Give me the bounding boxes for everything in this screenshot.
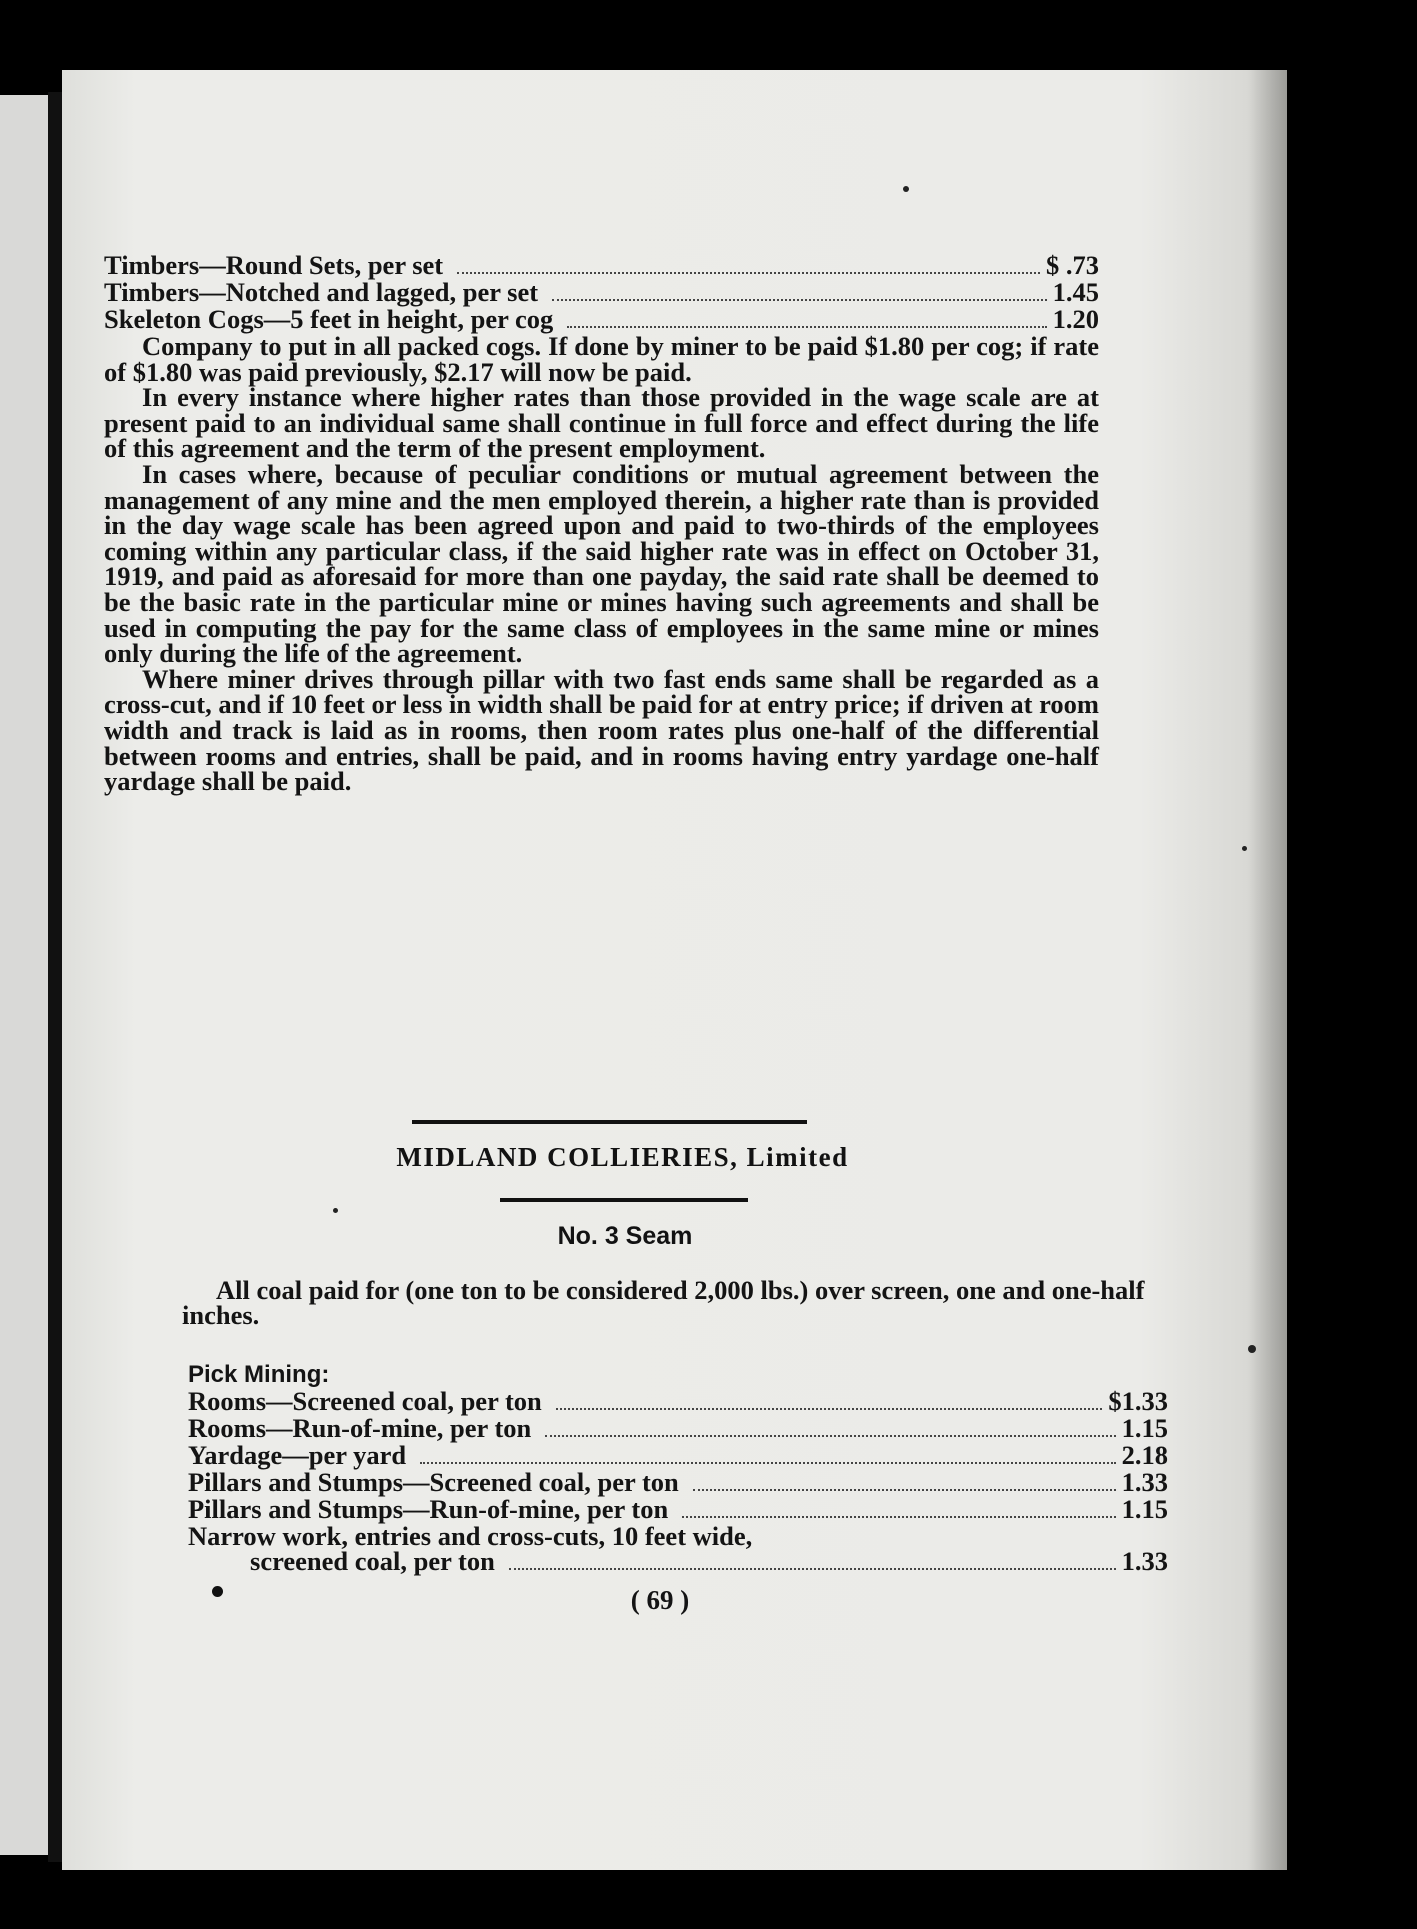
rate-row	[188, 1440, 1168, 1470]
price-row	[104, 304, 1099, 334]
rate-row-value: 1.15	[1121, 1494, 1168, 1524]
section-divider	[412, 1120, 807, 1124]
paragraph-higher-rates: In every instance where higher rates than those provided in the wage scale are at present paid to an individual same shall continue in full force and effect during the life of this agreement and the term of the present employment.	[104, 382, 1099, 464]
price-row-value: 1.45	[1052, 277, 1099, 307]
dot-leader	[693, 1489, 1116, 1491]
subsection-divider	[500, 1198, 748, 1202]
page-edge-shadow	[1247, 70, 1287, 1870]
seam-heading: No. 3 Seam	[557, 1222, 693, 1250]
rate-row-value: 2.18	[1121, 1440, 1168, 1470]
company-heading: MIDLAND COLLIERIES, Limited	[396, 1142, 849, 1172]
price-row	[104, 277, 1099, 307]
rate-row-label: Rooms—Run-of-mine, per ton	[188, 1413, 532, 1443]
scan-speck	[1242, 846, 1247, 851]
wage-rates-text-block	[104, 250, 1099, 797]
scan-speck	[903, 186, 909, 192]
rate-row	[188, 1386, 1168, 1416]
price-row-value: 1.20	[1052, 304, 1099, 334]
pick-mining-table	[188, 1362, 1168, 1576]
dot-leader	[420, 1462, 1116, 1464]
rate-row-label: Pillars and Stumps—Screened coal, per ton	[188, 1467, 679, 1497]
scan-speck	[1248, 1345, 1256, 1353]
rate-row-label: Rooms—Screened coal, per ton	[188, 1386, 542, 1416]
printer-mark	[212, 1586, 223, 1597]
rate-row-label: Yardage—per yard	[188, 1440, 407, 1470]
intro-text-block	[182, 1275, 1168, 1330]
price-row-label: Timbers—Round Sets, per set	[104, 250, 444, 280]
rate-row	[188, 1467, 1168, 1497]
price-row	[104, 250, 1099, 280]
dot-leader	[457, 272, 1040, 274]
scan-speck	[333, 1208, 338, 1213]
rate-row-value: 1.33	[1121, 1467, 1168, 1497]
paragraph-peculiar-conditions: In cases where, because of peculiar conditions or mutual agreement between the management of any mine and the men employed therein, a higher rate than is provided in the day wage scale has been agreed upon and paid to two-thirds of the employees coming within any particular class, if the said higher rate was in effect on October 31, 1919, and paid as aforesaid for more than one payday, the said rate shall be deemed to be the basic rate in the particular mine or mines having such agreements and shall be used in computing the pay for the same class of employees in the same mine or mines only during the life of the agreement.	[104, 458, 1099, 669]
price-row-value: $ .73	[1046, 250, 1099, 280]
price-row-label: Skeleton Cogs—5 feet in height, per cog	[104, 304, 554, 334]
dot-leader	[545, 1435, 1115, 1437]
intro-paragraph: All coal paid for (one ton to be considered 2,000 lbs.) over screen, one and one-half inches.	[182, 1275, 1145, 1330]
paragraph-packed-cogs: Company to put in all packed cogs. If done by miner to be paid $1.80 per cog; if rate of $1.80 was paid previously, $2.17 will now be paid.	[104, 331, 1099, 387]
paragraph-pillar-drives: Where miner drives through pillar with two fast ends same shall be regarded as a cross-cut, and if 10 feet or less in width shall be paid for at entry price; if driven at room width and track is laid as in rooms, then room rates plus one-half of the differential between rooms and entries, shall be paid, and in rooms having entry yardage one-half yardage shall be paid.	[104, 663, 1099, 797]
price-row-label: Timbers—Notched and lagged, per set	[104, 277, 539, 307]
rate-row-value: 1.33	[1121, 1546, 1168, 1576]
narrow-work-label-line1: Narrow work, entries and cross-cuts, 10 feet wide,	[188, 1521, 753, 1551]
rate-row-label: screened coal, per ton	[250, 1546, 495, 1576]
book-binding-gutter	[48, 92, 62, 1862]
rate-row-value: 1.15	[1121, 1413, 1168, 1443]
rate-row-label: Pillars and Stumps—Run-of-mine, per ton	[188, 1494, 669, 1524]
pick-mining-heading: Pick Mining:	[188, 1361, 330, 1388]
dot-leader	[682, 1516, 1115, 1518]
dot-leader	[552, 299, 1047, 301]
page-number: ( 69 )	[630, 1585, 690, 1615]
rate-row-value: $1.33	[1108, 1386, 1168, 1416]
facing-page-edge	[0, 95, 48, 1855]
rate-row	[188, 1546, 1168, 1576]
rate-row	[188, 1494, 1168, 1524]
dot-leader	[567, 326, 1046, 328]
dot-leader	[509, 1568, 1116, 1570]
dot-leader	[556, 1408, 1103, 1410]
rate-row	[188, 1413, 1168, 1443]
